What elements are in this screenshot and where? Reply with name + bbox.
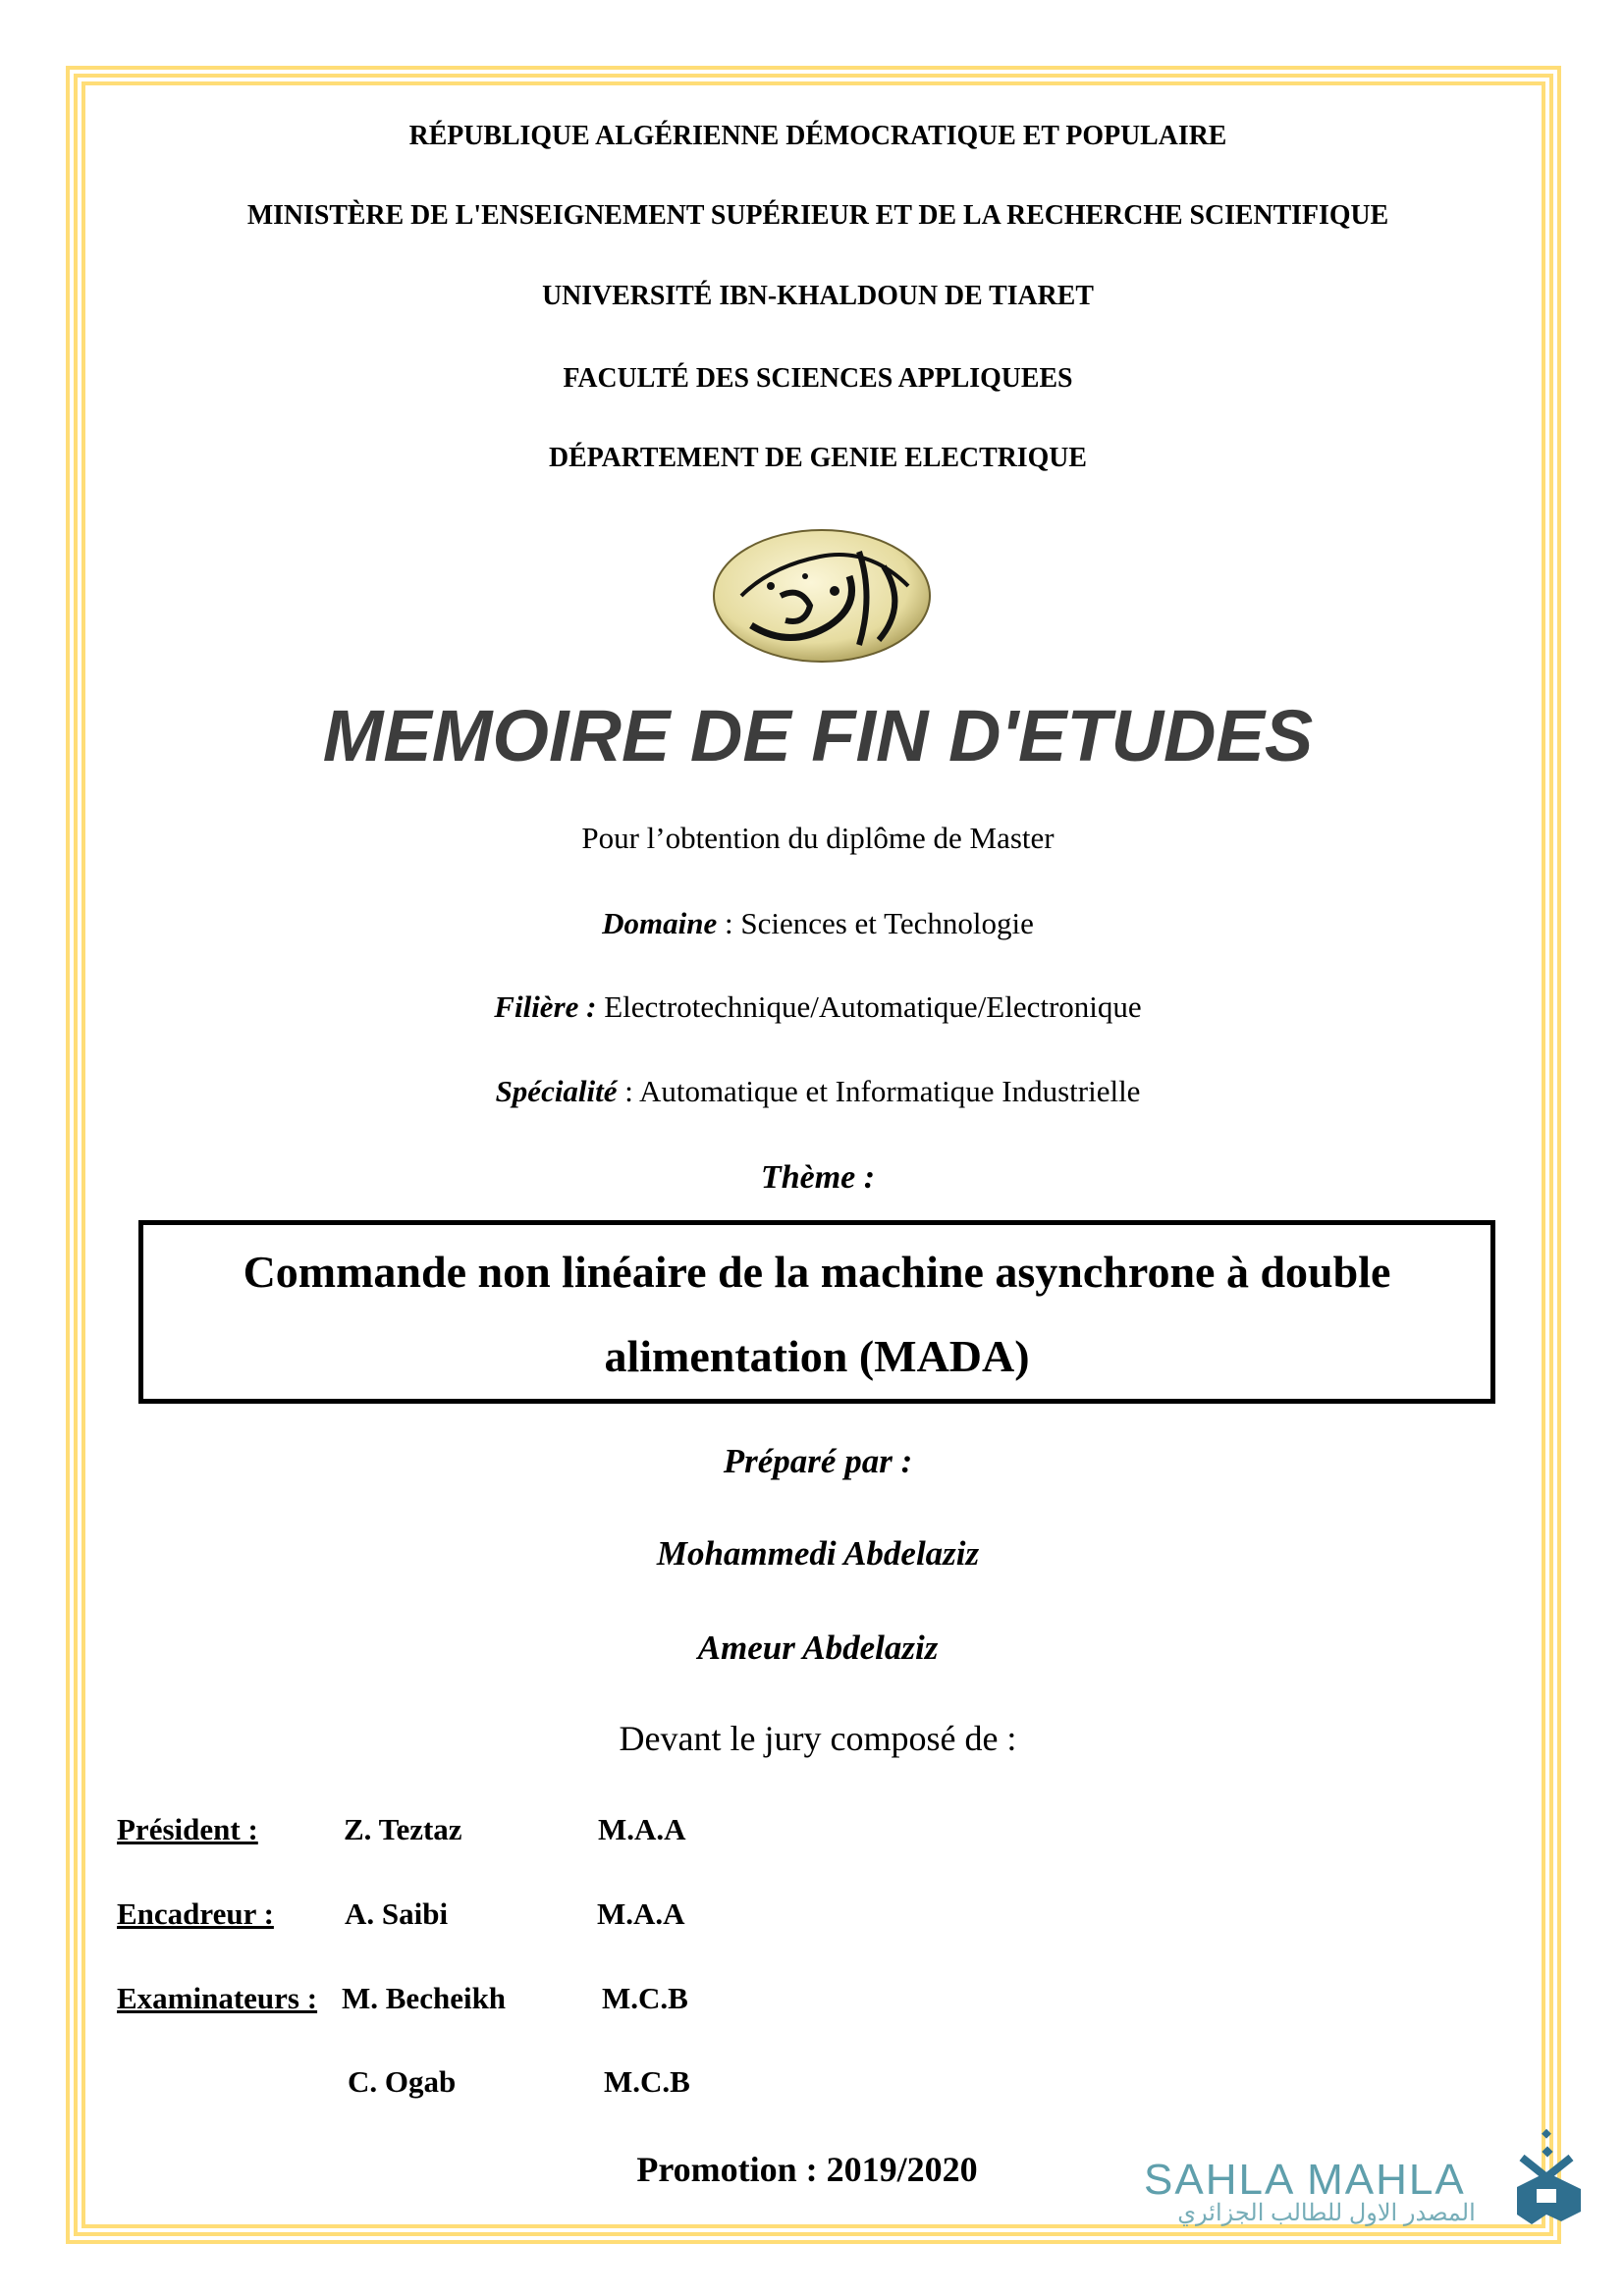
domaine-value: : Sciences et Technologie bbox=[717, 906, 1034, 940]
header-republic: RÉPUBLIQUE ALGÉRIENNE DÉMOCRATIQUE ET POPULAIRE bbox=[408, 120, 1227, 151]
watermark-tagline: المصدر الاول للطالب الجزائري bbox=[1177, 2200, 1476, 2226]
document-title: MEMOIRE DE FIN D'ETUDES bbox=[322, 695, 1314, 776]
specialite-label: Spécialité bbox=[495, 1074, 618, 1108]
jury-name-examinateur-2: C. Ogab bbox=[348, 2064, 457, 2099]
header-ministry: MINISTÈRE DE L'ENSEIGNEMENT SUPÉRIEUR ET DE LA RECHERCHE SCIENTIFIQUE bbox=[246, 199, 1389, 231]
specialite-value: : Automatique et Informatique Industrielle bbox=[617, 1074, 1141, 1108]
field-domaine bbox=[6, 908, 1624, 938]
author-1: Mohammedi Abdelaziz bbox=[656, 1534, 980, 1573]
promotion: Promotion : 2019/2020 bbox=[636, 2150, 978, 2189]
filiere-label: Filière : bbox=[494, 989, 597, 1024]
theme-title-line2: alimentation (MADA) bbox=[604, 1331, 1030, 1381]
subtitle: Pour l’obtention du diplôme de Master bbox=[581, 821, 1055, 855]
jury-grade-president: M.A.A bbox=[598, 1812, 686, 1846]
theme-label: Thème : bbox=[760, 1159, 876, 1196]
jury-grade-examinateur-1: M.C.B bbox=[602, 1981, 688, 2015]
jury-name-encadreur: A. Saibi bbox=[345, 1896, 449, 1931]
field-filiere bbox=[6, 991, 1624, 1022]
jury-role-examinateurs: Examinateurs : bbox=[117, 1981, 318, 2015]
filiere-value: Electrotechnique/Automatique/Electronique bbox=[596, 989, 1142, 1024]
sahla-mahla-logo-icon bbox=[1512, 2128, 1586, 2231]
page-border-inner bbox=[81, 81, 1545, 2228]
domaine-label: Domaine bbox=[602, 906, 718, 940]
theme-title-line1: Commande non linéaire de la machine asynchrone à double bbox=[243, 1247, 1391, 1297]
jury-intro: Devant le jury composé de : bbox=[619, 1719, 1017, 1758]
jury-grade-examinateur-2: M.C.B bbox=[604, 2064, 690, 2099]
watermark-brand: SAHLA MAHLA bbox=[1144, 2156, 1466, 2204]
header-university: UNIVERSITÉ IBN-KHALDOUN DE TIARET bbox=[542, 280, 1094, 311]
jury-name-president: Z. Teztaz bbox=[344, 1812, 462, 1846]
university-seal-icon bbox=[712, 527, 933, 665]
header-department: DÉPARTEMENT DE GENIE ELECTRIQUE bbox=[549, 442, 1087, 473]
prepared-label: Préparé par : bbox=[723, 1442, 913, 1480]
theme-box bbox=[138, 1220, 1495, 1404]
field-specialite bbox=[6, 1076, 1624, 1106]
jury-grade-encadreur: M.A.A bbox=[597, 1896, 685, 1931]
jury-name-examinateur-1: M. Becheikh bbox=[342, 1981, 507, 2015]
jury-role-president: Président : bbox=[117, 1812, 258, 1846]
header-faculty: FACULTÉ DES SCIENCES APPLIQUEES bbox=[563, 362, 1073, 394]
jury-role-encadreur: Encadreur : bbox=[117, 1896, 274, 1931]
author-2: Ameur Abdelaziz bbox=[697, 1629, 939, 1667]
